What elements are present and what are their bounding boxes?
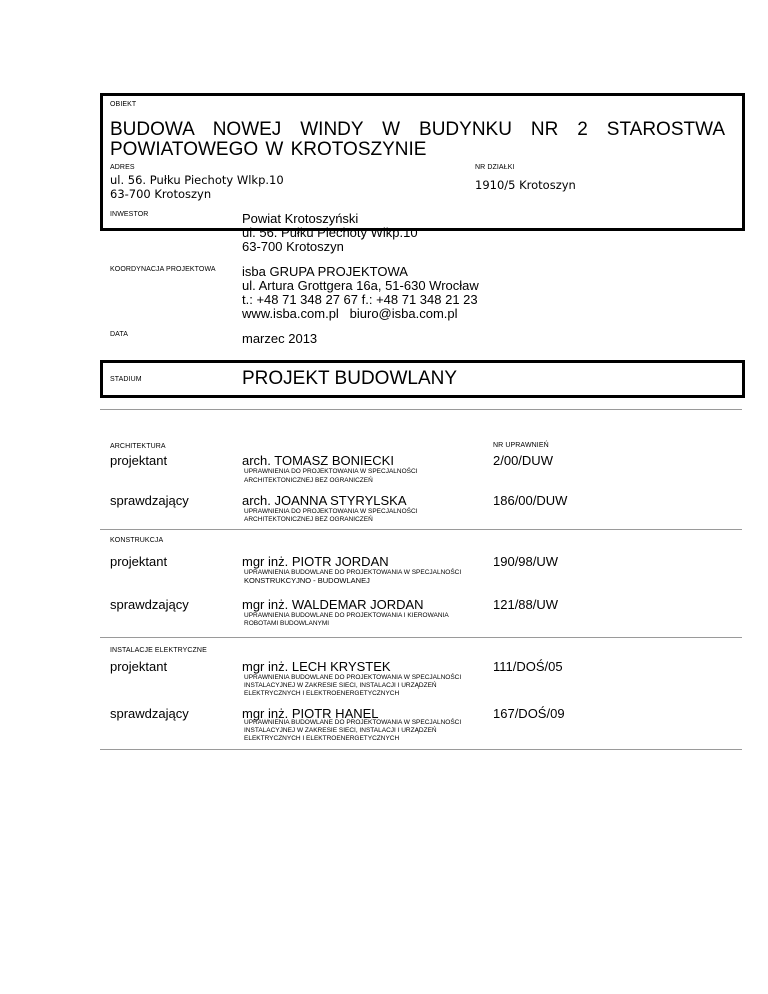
divider: [100, 529, 742, 530]
inwestor-line3: 63-700 Krotoszyn: [242, 239, 344, 254]
uprawnienia-desc: UPRAWNIENIA BUDOWLANE DO PROJEKTOWANIA W SPECJALNOŚCI: [244, 719, 462, 726]
object-box: [100, 93, 745, 231]
nr-uprawnien-value: 111/DOŚ/05: [493, 659, 563, 674]
object-title-line2: POWIATOWEGO W KROTOSZYNIE: [110, 139, 427, 160]
nr-uprawnien-value: 186/00/DUW: [493, 493, 568, 508]
person-name: mgr inż. WALDEMAR JORDAN: [242, 597, 424, 612]
object-title-line1: BUDOWA NOWEJ WINDY W BUDYNKU NR 2 STAROSTWA: [110, 119, 725, 140]
uprawnienia-desc: KONSTRUKCYJNO - BUDOWLANEJ: [244, 576, 370, 585]
inwestor-label: INWESTOR: [110, 211, 149, 218]
divider: [100, 637, 742, 638]
role-label: projektant: [110, 659, 168, 674]
data-label: DATA: [110, 331, 129, 338]
stadium-label: STADIUM: [110, 376, 142, 383]
koordynacja-line3: t.: +48 71 348 27 67 f.: +48 71 348 21 23: [242, 292, 478, 307]
uprawnienia-desc: UPRAWNIENIA BUDOWLANE DO PROJEKTOWANIA W SPECJALNOŚCI: [244, 674, 462, 681]
adres-label: ADRES: [110, 164, 135, 171]
uprawnienia-desc: ARCHITEKTONICZNEJ BEZ OGRANICZEŃ: [244, 516, 373, 523]
koordynacja-line1: isba GRUPA PROJEKTOWA: [242, 264, 408, 279]
object-title: [110, 120, 725, 160]
role-label: projektant: [110, 554, 168, 569]
nr-uprawnien-value: 2/00/DUW: [493, 453, 553, 468]
uprawnienia-desc: UPRAWNIENIA DO PROJEKTOWANIA W SPECJALNOŚCI: [244, 468, 418, 475]
uprawnienia-desc: ELEKTRYCZNYCH I ELEKTROENERGETYCZNYCH: [244, 735, 400, 742]
person-name: arch. TOMASZ BONIECKI: [242, 453, 394, 468]
role-label: sprawdzający: [110, 493, 189, 508]
uprawnienia-desc: UPRAWNIENIA BUDOWLANE DO PROJEKTOWANIA W SPECJALNOŚCI: [244, 569, 462, 576]
person-name: mgr inż. PIOTR JORDAN: [242, 554, 389, 569]
obiekt-label: OBIEKT: [110, 101, 137, 108]
role-label: sprawdzający: [110, 706, 189, 721]
inwestor-line1: Powiat Krotoszyński: [242, 211, 359, 226]
section-label-konstrukcja: KONSTRUKCJA: [110, 537, 164, 544]
uprawnienia-desc: ROBOTAMI BUDOWLANYMI: [244, 620, 330, 627]
data-value: marzec 2013: [242, 331, 318, 346]
uprawnienia-desc: UPRAWNIENIA BUDOWLANE DO PROJEKTOWANIA I KIEROWANIA: [244, 612, 449, 619]
nr-uprawnien-value: 190/98/UW: [493, 554, 559, 569]
divider: [100, 409, 742, 410]
nr-dzialki-label: NR DZIAŁKI: [475, 164, 515, 171]
section-label-instalacje: INSTALACJE ELEKTRYCZNE: [110, 647, 207, 654]
koordynacja-line2: ul. Artura Grottgera 16a, 51-630 Wrocław: [242, 278, 479, 293]
nr-uprawnien-value: 167/DOŚ/09: [493, 706, 565, 721]
koordynacja-label: KOORDYNACJA PROJEKTOWA: [110, 266, 216, 273]
inwestor-line2: ul. 56. Pułku Piechoty Wlkp.10: [242, 225, 418, 240]
nr-uprawnien-value: 121/88/UW: [493, 597, 559, 612]
role-label: sprawdzający: [110, 597, 189, 612]
uprawnienia-desc: ELEKTRYCZNYCH I ELEKTROENERGETYCZNYCH: [244, 690, 400, 697]
nr-dzialki-value: 1910/5 Krotoszyn: [475, 178, 576, 192]
person-name: mgr inż. LECH KRYSTEK: [242, 659, 391, 674]
nr-uprawnien-label: NR UPRAWNIEŃ: [493, 442, 549, 449]
role-label: projektant: [110, 453, 168, 468]
uprawnienia-desc: INSTALACYJNEJ W ZAKRESIE SIECI, INSTALACJI I URZĄDZEŃ: [244, 682, 437, 689]
uprawnienia-desc: UPRAWNIENIA DO PROJEKTOWANIA W SPECJALNOŚCI: [244, 508, 418, 515]
person-name: mgr inż. PIOTR HANEL: [242, 706, 379, 721]
stadium-value: PROJEKT BUDOWLANY: [242, 368, 458, 389]
person-name: arch. JOANNA STYRYLSKA: [242, 493, 407, 508]
koordynacja-line4: www.isba.com.pl biuro@isba.com.pl: [242, 306, 458, 321]
adres-line1: ul. 56. Pułku Piechoty Wlkp.10: [110, 173, 284, 187]
adres-line2: 63-700 Krotoszyn: [110, 187, 212, 201]
uprawnienia-desc: ARCHITEKTONICZNEJ BEZ OGRANICZEŃ: [244, 477, 373, 484]
divider: [100, 749, 742, 750]
section-label-architektura: ARCHITEKTURA: [110, 443, 166, 450]
uprawnienia-desc: INSTALACYJNEJ W ZAKRESIE SIECI, INSTALACJI I URZĄDZEŃ: [244, 727, 437, 734]
